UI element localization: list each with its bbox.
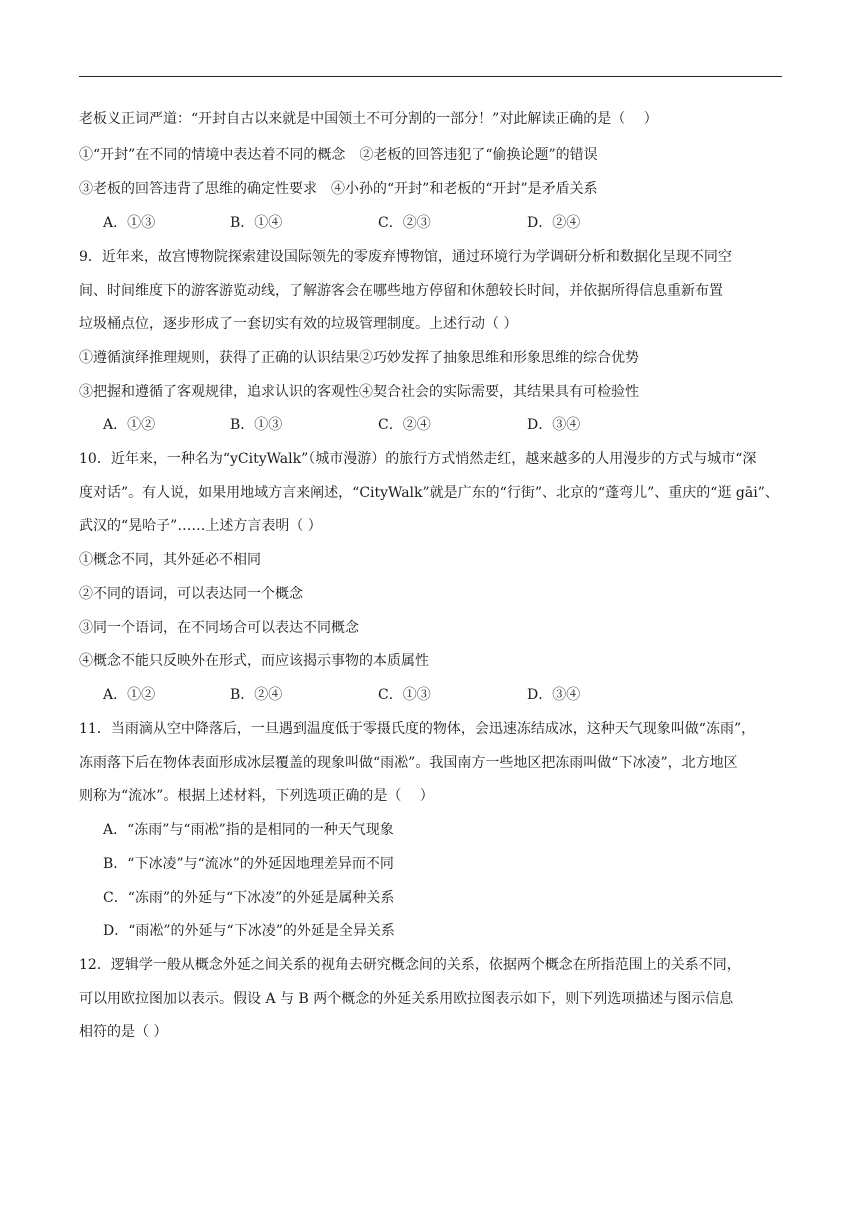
q8-option-c[interactable]: C．②③ — [378, 215, 431, 231]
q11-stem-line-1: 11．当雨滴从空中降落后，一旦遇到温度低于零摄氏度的物体，会迅速冻结成冰，这种天气现象叫做“冻雨”， — [79, 721, 756, 737]
q10-item-3: ③同一个语词，在不同场合可以表达不同概念 — [79, 620, 359, 636]
q10-option-d[interactable]: D．③④ — [527, 687, 581, 703]
q10-item-4: ④概念不能只反映外在形式，而应该揭示事物的本质属性 — [79, 653, 429, 669]
q12-stem-line-2: 可以用欧拉图加以表示。假设 A 与 B 两个概念的外延关系用欧拉图表示如下，则下列选项描述与图示信息 — [79, 991, 734, 1007]
q11-option-b[interactable]: B．“下冰凌”与“流冰”的外延因地理差异而不同 — [103, 856, 394, 872]
q10-stem-line-3: 武汉的“晃哈子”……上述方言表明（ ） — [79, 518, 322, 534]
q9-option-c[interactable]: C．②④ — [378, 417, 431, 433]
q9-option-d[interactable]: D．③④ — [527, 417, 581, 433]
q9-option-a[interactable]: A．①② — [103, 417, 156, 433]
q9-item-1: ①遵循演绎推理规则，获得了正确的认识结果②巧妙发挥了抽象思维和形象思维的综合优势 — [79, 350, 639, 366]
q10-options — [0, 685, 860, 705]
q9-stem-line-1: 9．近年来，故宫博物院探索建设国际领先的零废弃博物馆，通过环境行为学调研分析和数据化呈现不同空 — [79, 249, 732, 265]
q10-item-2: ②不同的语词，可以表达同一个概念 — [79, 586, 303, 602]
q9-options — [0, 415, 860, 435]
q10-stem-line-2: 度对话”。有人说，如果用地域方言来阐述，“CityWalk”就是广东的“行街”、北京的“蓬弯儿”、重庆的“逛 gāi”、 — [79, 485, 779, 501]
q12-stem-line-1: 12．逻辑学一般从概念外延之间关系的视角去研究概念间的关系，依据两个概念在所指范围上的关系不同， — [79, 957, 741, 973]
q10-option-a[interactable]: A．①② — [103, 687, 156, 703]
q8-item-1: ①“开封”在不同的情境中表达着不同的概念 ②老板的回答违犯了“偷换论题”的错误 — [79, 147, 598, 163]
q9-stem-line-2: 间、时间维度下的游客游览动线，了解游客会在哪些地方停留和休憩较长时间，并依据所得信息重新布置 — [79, 283, 723, 299]
q9-item-2: ③把握和遵循了客观规律，追求认识的客观性④契合社会的实际需要，其结果具有可检验性 — [79, 384, 639, 400]
q8-option-a[interactable]: A．①③ — [103, 215, 156, 231]
q10-option-c[interactable]: C．①③ — [378, 687, 431, 703]
q8-stem-tail: 老板义正词严道：“开封自古以来就是中国领土不可分割的一部分！”对此解读正确的是（ ） — [79, 111, 658, 127]
q11-stem-line-2: 冻雨落下后在物体表面形成冰层覆盖的现象叫做“雨凇”。我国南方一些地区把冻雨叫做“下冰凌”，北方地区 — [79, 755, 738, 771]
q9-stem-line-3: 垃圾桶点位，逐步形成了一套切实有效的垃圾管理制度。上述行动（ ） — [79, 316, 518, 332]
header-rule — [79, 76, 782, 77]
q8-option-b[interactable]: B．①④ — [230, 215, 283, 231]
q8-option-d[interactable]: D．②④ — [527, 215, 581, 231]
q10-stem-line-1: 10．近年来，一种名为“yCityWalk”（城市漫游）的旅行方式悄然走红，越来越多的人用漫步的方式与城市“深 — [79, 451, 757, 467]
q10-item-1: ①概念不同，其外延必不相同 — [79, 552, 261, 568]
q11-stem-line-3: 则称为“流冰”。根据上述材料，下列选项正确的是（ ） — [79, 788, 434, 804]
q10-option-b[interactable]: B．②④ — [230, 687, 283, 703]
q12-stem-line-3: 相符的是（ ） — [79, 1024, 168, 1040]
q8-item-2: ③老板的回答违背了思维的确定性要求 ④小孙的“开封”和老板的“开封”是矛盾关系 — [79, 181, 598, 197]
q9-option-b[interactable]: B．①③ — [230, 417, 283, 433]
q11-option-d[interactable]: D．“雨凇”的外延与“下冰凌”的外延是全异关系 — [103, 923, 395, 939]
q11-option-a[interactable]: A．“冻雨”与“雨凇”指的是相同的一种天气现象 — [103, 822, 394, 838]
q11-option-c[interactable]: C．“冻雨”的外延与“下冰凌”的外延是属种关系 — [103, 890, 395, 906]
q8-options — [0, 213, 860, 233]
